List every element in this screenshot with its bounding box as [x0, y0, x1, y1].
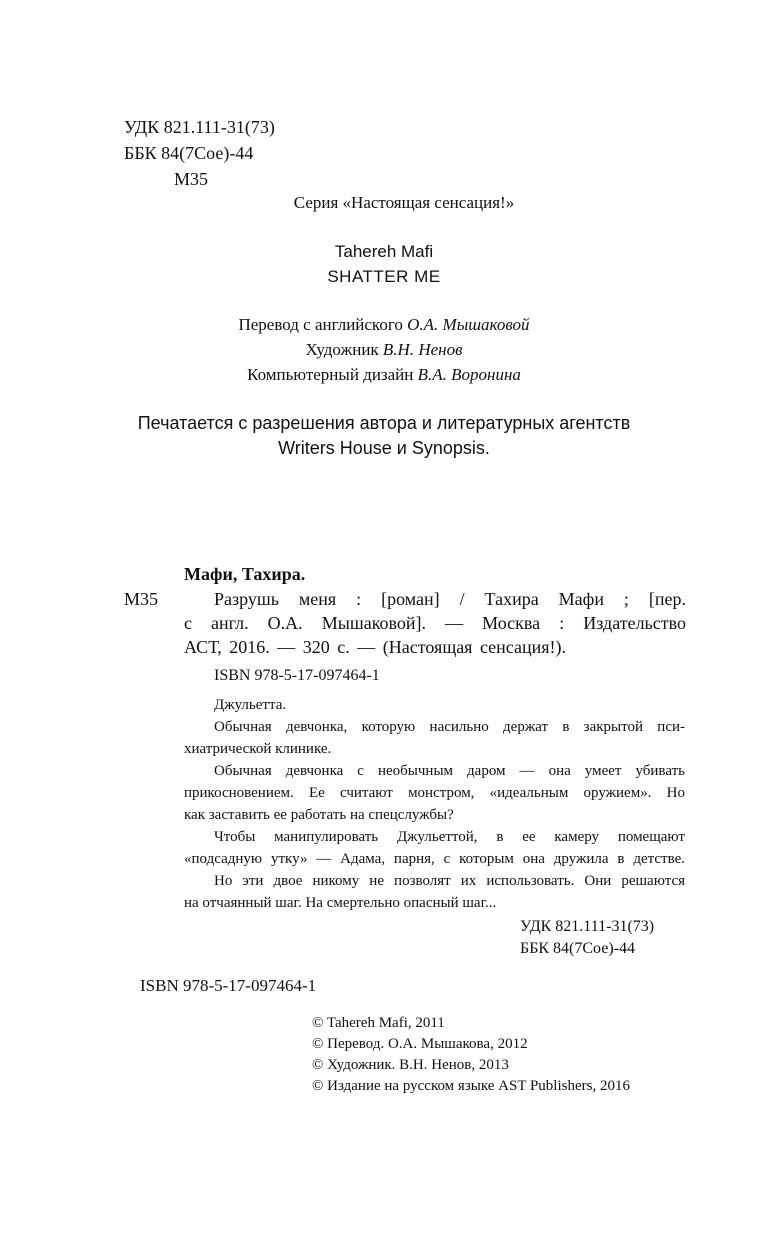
annotation-line: на отчаянный шаг. На смертельно опасный шаг... — [184, 895, 497, 911]
credit-translation-name: О.А. Мышаковой — [407, 315, 530, 334]
catalog-mark: М35 — [124, 589, 159, 609]
annotation-line: Джульетта. — [214, 697, 287, 713]
catalog-line-2: с англ. О.А. Мышаковой]. — Москва : Издательство — [184, 613, 686, 633]
catalog-author: Мафи, Тахира. — [184, 564, 306, 584]
author-mark: М35 — [174, 169, 209, 189]
credit-artist-label: Художник — [305, 340, 379, 359]
annotation-line: Но эти двое никому не позволят их использовать. Они решаются — [214, 873, 685, 889]
catalog-line-3: АСТ, 2016. — 320 с. — (Настоящая сенсация!). — [184, 637, 567, 657]
permission-line-2: Writers House и Synopsis. — [278, 438, 490, 458]
bbk-code: ББК 84(7Сое)-44 — [124, 143, 254, 163]
udk-code: УДК 821.111-31(73) — [124, 117, 275, 137]
credit-artist — [0, 340, 768, 360]
annotation-line: хиатрической клинике. — [184, 741, 332, 757]
credit-translation — [0, 315, 768, 335]
annotation-line: прикосновением. Ее считают монстром, «идеальным оружием». Но — [184, 785, 685, 801]
catalog-bbk: ББК 84(7Сое)-44 — [520, 940, 635, 957]
series-title: Серия «Настоящая сенсация!» — [293, 193, 515, 212]
annotation-line: Чтобы манипулировать Джульеттой, в ее камеру помещают — [214, 829, 685, 845]
copyright-line: © Художник. В.Н. Ненов, 2013 — [312, 1057, 509, 1073]
credit-artist-name: В.Н. Ненов — [382, 340, 463, 359]
permission-line-1: Печатается с разрешения автора и литературных агентств — [137, 413, 631, 433]
credit-design-label: Компьютерный дизайн — [247, 365, 414, 384]
credit-translation-label: Перевод с английского — [238, 315, 403, 334]
annotation-line: Обычная девчонка, которую насильно держат в закрытой пси- — [214, 719, 685, 735]
copyright-line: © Перевод. О.А. Мышакова, 2012 — [312, 1036, 528, 1052]
isbn-main: ISBN 978-5-17-097464-1 — [140, 976, 317, 995]
catalog-isbn: ISBN 978-5-17-097464-1 — [214, 667, 380, 684]
copyright-line: © Tahereh Mafi, 2011 — [312, 1015, 445, 1031]
original-title: SHATTER ME — [327, 267, 441, 286]
annotation-line: Обычная девчонка с необычным даром — она умеет убивать — [214, 763, 685, 779]
credit-design-name: В.А. Воронина — [417, 365, 521, 384]
annotation-line: «подсадную утку» — Адама, парня, с которым она дружила в детстве. — [184, 851, 685, 867]
annotation-line: как заставить ее работать на спецслужбы? — [184, 807, 454, 823]
catalog-udk: УДК 821.111-31(73) — [520, 918, 655, 935]
credit-design — [0, 365, 768, 385]
catalog-line-1: Разрушь меня : [роман] / Тахира Мафи ; [пер. — [214, 589, 686, 609]
copyright-line: © Издание на русском языке AST Publishers, 2016 — [312, 1078, 630, 1094]
original-author: Tahereh Mafi — [334, 242, 434, 261]
